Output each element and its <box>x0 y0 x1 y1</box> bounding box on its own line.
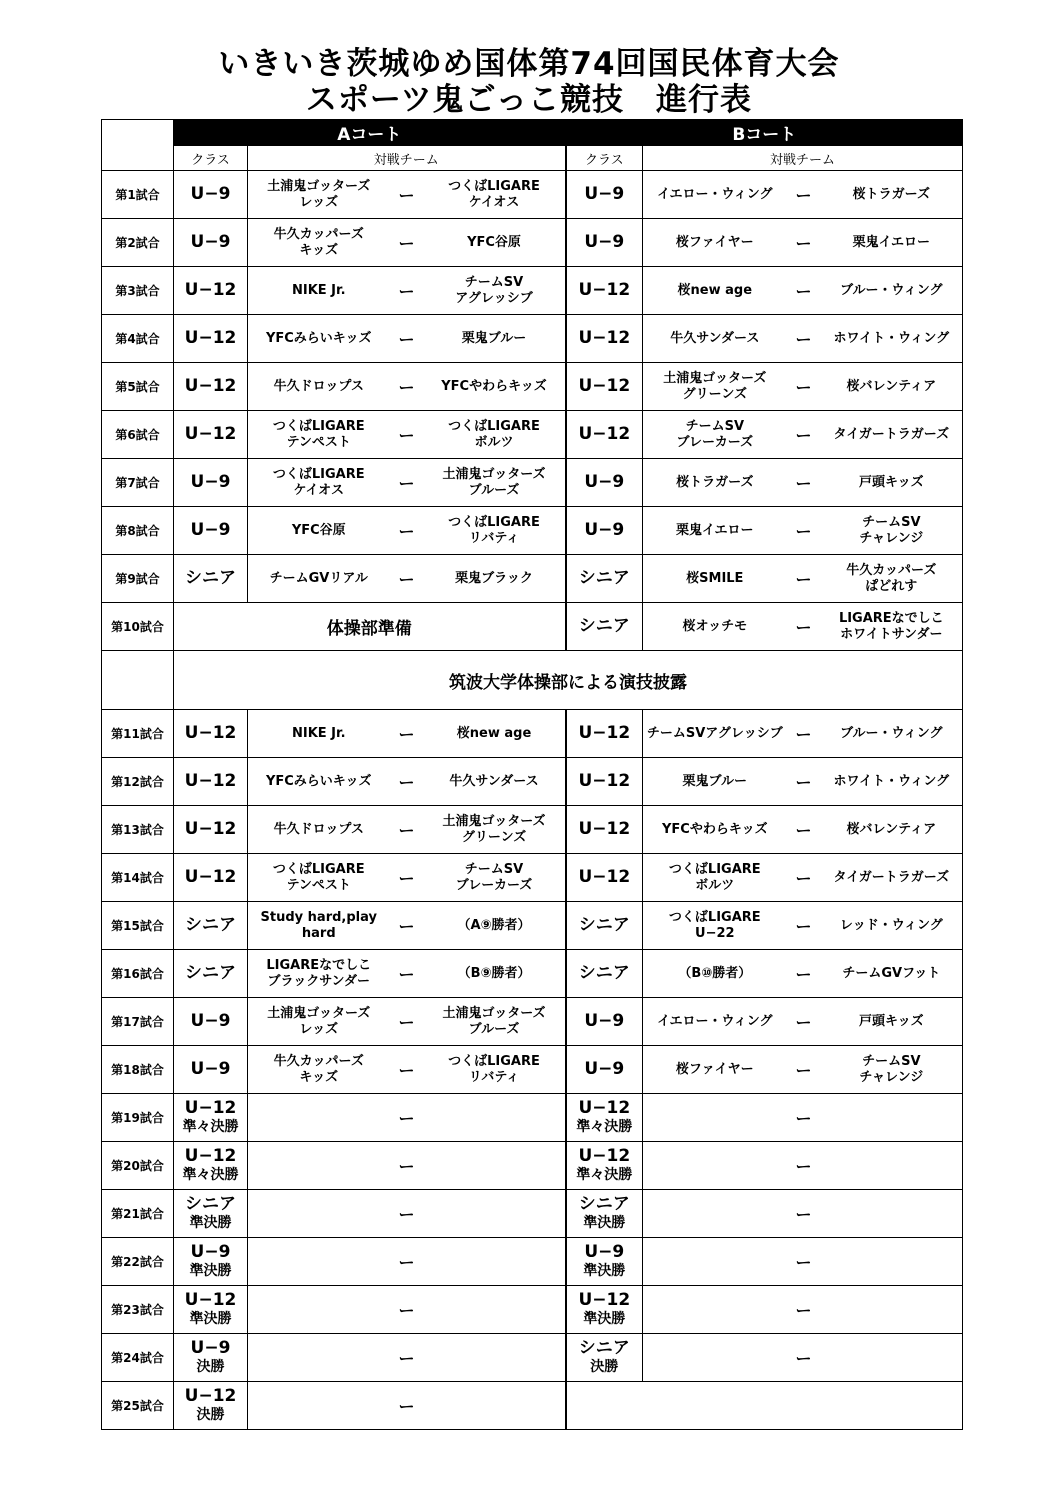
game-number: 第21試合 <box>102 1190 174 1238</box>
court-b-vs-dash: ー <box>787 1142 821 1190</box>
court-b-team-2: 桜トラガーズ <box>821 171 963 219</box>
court-b-team-1: つくばLIGARE U−22 <box>643 902 787 950</box>
court-b-vs-dash: ー <box>787 950 821 998</box>
court-a-team-2: YFC谷原 <box>424 219 566 267</box>
court-b-class-round: 準決勝 <box>583 1214 626 1231</box>
court-a-team-2: つくばLIGARE ボルツ <box>424 411 566 459</box>
court-a-team-2: 栗鬼ブラック <box>424 555 566 603</box>
court-b-vs-dash: ー <box>787 1334 821 1382</box>
court-b-team-1: チームSVアグレッシブ <box>643 710 787 758</box>
court-b-class <box>566 1334 643 1382</box>
court-b-team-2: 栗鬼イエロー <box>821 219 963 267</box>
court-a-class: U−12 <box>174 267 248 315</box>
court-a-class <box>174 1094 248 1142</box>
court-a-team-1: Study hard,play hard <box>248 902 390 950</box>
court-b-vs-dash: ー <box>787 555 821 603</box>
match-row <box>102 219 963 267</box>
game-number: 第14試合 <box>102 854 174 902</box>
court-a-class: U−9 <box>174 459 248 507</box>
court-a-class <box>174 1142 248 1190</box>
court-a-team-2 <box>424 1094 566 1142</box>
court-a-class-round: 準決勝 <box>189 1262 232 1279</box>
court-a-team-2 <box>424 1334 566 1382</box>
court-a-team-2 <box>424 1238 566 1286</box>
exhibition-row <box>102 651 963 710</box>
court-a-team-1: NIKE Jr. <box>248 710 390 758</box>
court-a-team-2 <box>424 1142 566 1190</box>
court-b-team-2: タイガートラガーズ <box>821 854 963 902</box>
court-b-team-1: イエロー・ウィング <box>643 998 787 1046</box>
match-row <box>102 603 963 651</box>
court-b-team-1: 桜ファイヤー <box>643 1046 787 1094</box>
court-a-class-level: U−9 <box>190 1241 231 1262</box>
court-b-class-level: U−12 <box>578 1145 631 1166</box>
court-b-class: U−9 <box>566 171 643 219</box>
court-b-team-1: チームSV ブレーカーズ <box>643 411 787 459</box>
court-a-class: U−12 <box>174 758 248 806</box>
court-b-vs-dash: ー <box>787 1190 821 1238</box>
final-row <box>102 1286 963 1334</box>
court-b-class: U−9 <box>566 219 643 267</box>
court-a-vs-dash: ー <box>390 363 424 411</box>
court-a-team-1: NIKE Jr. <box>248 267 390 315</box>
court-b-team-2 <box>821 1094 963 1142</box>
court-a-class-round: 準決勝 <box>189 1214 232 1231</box>
match-row <box>102 363 963 411</box>
schedule-table <box>101 119 963 1430</box>
court-b-team-2: 桜バレンティア <box>821 363 963 411</box>
match-row <box>102 1046 963 1094</box>
match-row <box>102 710 963 758</box>
court-b-team-2 <box>821 1238 963 1286</box>
match-row <box>102 171 963 219</box>
court-b-vs-dash: ー <box>787 854 821 902</box>
court-a-vs-dash: ー <box>390 1190 424 1238</box>
court-a-team-1: 牛久カッパーズ キッズ <box>248 1046 390 1094</box>
court-b-team-2 <box>821 1142 963 1190</box>
court-a-team-2: 桜new age <box>424 710 566 758</box>
court-a-team-2: チームSV ブレーカーズ <box>424 854 566 902</box>
court-b-team-2: LIGAREなでしこ ホワイトサンダー <box>821 603 963 651</box>
court-b-team-1: 土浦鬼ゴッターズ グリーンズ <box>643 363 787 411</box>
court-b-team-2 <box>821 1286 963 1334</box>
court-a-team-1 <box>248 1382 390 1430</box>
court-b-team-2: チームSV チャレンジ <box>821 1046 963 1094</box>
court-b-team-2: ホワイト・ウィング <box>821 758 963 806</box>
court-a-team-1: つくばLIGARE テンペスト <box>248 411 390 459</box>
final-row <box>102 1238 963 1286</box>
match-row <box>102 854 963 902</box>
court-b-class: U−12 <box>566 758 643 806</box>
court-b-vs-dash: ー <box>787 710 821 758</box>
court-b-class: U−9 <box>566 1046 643 1094</box>
court-b-team-2 <box>821 1190 963 1238</box>
court-a-vs-dash: ー <box>390 219 424 267</box>
court-a-class <box>174 1286 248 1334</box>
court-a-team-2 <box>424 1286 566 1334</box>
court-b-vs-dash: ー <box>787 758 821 806</box>
court-b-class-round: 準決勝 <box>583 1262 626 1279</box>
court-b-class: U−12 <box>566 267 643 315</box>
court-b-team-1: 桜トラガーズ <box>643 459 787 507</box>
court-a-vs-dash: ー <box>390 902 424 950</box>
court-a-team-2: （B⑨勝者） <box>424 950 566 998</box>
header-blank-cell <box>102 120 174 171</box>
game-number: 第20試合 <box>102 1142 174 1190</box>
court-a-class: U−9 <box>174 998 248 1046</box>
court-b-class: シニア <box>566 603 643 651</box>
match-row <box>102 902 963 950</box>
court-b-class: U−12 <box>566 854 643 902</box>
game-number: 第3試合 <box>102 267 174 315</box>
court-b-team-2: ブルー・ウィング <box>821 710 963 758</box>
match-row <box>102 806 963 854</box>
court-a-vs-dash: ー <box>390 710 424 758</box>
exhibition-blank-cell <box>102 651 174 710</box>
court-a-vs-dash: ー <box>390 854 424 902</box>
game-number: 第11試合 <box>102 710 174 758</box>
court-a-team-1 <box>248 1094 390 1142</box>
court-b-team-1: 桜ファイヤー <box>643 219 787 267</box>
court-a-team-1: 牛久ドロップス <box>248 363 390 411</box>
court-b-class: U−9 <box>566 507 643 555</box>
court-b-team-1: YFCやわらキッズ <box>643 806 787 854</box>
court-b-class: シニア <box>566 902 643 950</box>
court-a-team-1: つくばLIGARE ケイオス <box>248 459 390 507</box>
court-b-team-2 <box>821 1334 963 1382</box>
court-b-class-level: U−12 <box>578 1097 631 1118</box>
court-a-vs-dash: ー <box>390 758 424 806</box>
court-b-class <box>566 1142 643 1190</box>
game-number: 第6試合 <box>102 411 174 459</box>
match-row <box>102 411 963 459</box>
court-a-vs-dash: ー <box>390 1238 424 1286</box>
court-a-vs-dash: ー <box>390 507 424 555</box>
game-number: 第9試合 <box>102 555 174 603</box>
court-a-vs-dash: ー <box>390 171 424 219</box>
game-number: 第8試合 <box>102 507 174 555</box>
court-b-vs-dash: ー <box>787 411 821 459</box>
court-a-team-2: 牛久サンダース <box>424 758 566 806</box>
match-row <box>102 758 963 806</box>
exhibition-text: 筑波大学体操部による演技披露 <box>174 651 963 710</box>
game-number: 第17試合 <box>102 998 174 1046</box>
court-a-team-2: つくばLIGARE リバティ <box>424 1046 566 1094</box>
court-a-team-1: 牛久ドロップス <box>248 806 390 854</box>
court-a-team-2 <box>424 1190 566 1238</box>
court-a-vs-dash: ー <box>390 1094 424 1142</box>
court-a-class-level: U−12 <box>184 1289 237 1310</box>
court-a-class: U−9 <box>174 219 248 267</box>
final-row <box>102 1142 963 1190</box>
game-number: 第24試合 <box>102 1334 174 1382</box>
game-number: 第15試合 <box>102 902 174 950</box>
court-b-vs-dash: ー <box>787 1094 821 1142</box>
court-a-vs-dash: ー <box>390 267 424 315</box>
court-a-vs-dash: ー <box>390 1142 424 1190</box>
court-b-vs-dash: ー <box>787 219 821 267</box>
court-b-team-1 <box>643 1286 787 1334</box>
court-b-team-1: 桜new age <box>643 267 787 315</box>
game-number: 第2試合 <box>102 219 174 267</box>
court-b-class <box>566 1094 643 1142</box>
teams-header-a: 対戦チーム <box>248 146 566 171</box>
court-a-class-level: U−12 <box>184 1145 237 1166</box>
court-a-team-1: YFCみらいキッズ <box>248 758 390 806</box>
court-a-class: U−9 <box>174 1046 248 1094</box>
court-b-header: Bコート <box>566 120 963 146</box>
court-a-team-1: 牛久カッパーズ キッズ <box>248 219 390 267</box>
court-b-team-1: （B⑩勝者） <box>643 950 787 998</box>
game-number: 第7試合 <box>102 459 174 507</box>
court-a-class-round: 決勝 <box>196 1406 225 1423</box>
court-a-class-round: 準決勝 <box>189 1310 232 1327</box>
court-b-empty-cell <box>566 1382 963 1430</box>
court-a-vs-dash: ー <box>390 411 424 459</box>
court-a-team-1 <box>248 1334 390 1382</box>
court-a-class-level: U−12 <box>184 1097 237 1118</box>
match-row <box>102 950 963 998</box>
match-row <box>102 315 963 363</box>
court-a-class <box>174 1190 248 1238</box>
court-a-team-1 <box>248 1238 390 1286</box>
court-a-team-1 <box>248 1286 390 1334</box>
game-number: 第18試合 <box>102 1046 174 1094</box>
court-a-vs-dash: ー <box>390 1334 424 1382</box>
game-number: 第4試合 <box>102 315 174 363</box>
court-b-class: U−12 <box>566 411 643 459</box>
court-b-team-2: レッド・ウィング <box>821 902 963 950</box>
court-a-class: U−9 <box>174 507 248 555</box>
court-a-class: U−12 <box>174 854 248 902</box>
court-b-vs-dash: ー <box>787 315 821 363</box>
court-a-vs-dash: ー <box>390 315 424 363</box>
court-b-team-2: ホワイト・ウィング <box>821 315 963 363</box>
court-a-team-2: つくばLIGARE リバティ <box>424 507 566 555</box>
court-a-team-1: 土浦鬼ゴッターズ レッズ <box>248 171 390 219</box>
court-a-team-1: つくばLIGARE テンペスト <box>248 854 390 902</box>
header-row-courts <box>102 120 963 146</box>
court-b-class-level: シニア <box>578 1193 630 1214</box>
court-b-vs-dash: ー <box>787 603 821 651</box>
court-b-class-level: U−9 <box>584 1241 625 1262</box>
court-b-team-2: 牛久カッパーズ ぱどれす <box>821 555 963 603</box>
final-row <box>102 1094 963 1142</box>
court-b-class: U−9 <box>566 459 643 507</box>
court-a-vs-dash: ー <box>390 1382 424 1430</box>
court-a-class <box>174 1382 248 1430</box>
teams-header-b: 対戦チーム <box>643 146 963 171</box>
court-a-team-2: 栗鬼ブルー <box>424 315 566 363</box>
court-a-team-2: 土浦鬼ゴッターズ ブルーズ <box>424 459 566 507</box>
game-number: 第22試合 <box>102 1238 174 1286</box>
court-b-team-2: チームGVフット <box>821 950 963 998</box>
court-a-team-2 <box>424 1382 566 1430</box>
court-b-class-round: 準々決勝 <box>576 1166 633 1183</box>
court-a-team-2: （A⑨勝者） <box>424 902 566 950</box>
court-b-vs-dash: ー <box>787 267 821 315</box>
court-b-class-level: U−12 <box>578 1289 631 1310</box>
game-number: 第13試合 <box>102 806 174 854</box>
court-b-vs-dash: ー <box>787 902 821 950</box>
class-header-b: クラス <box>566 146 643 171</box>
court-b-vs-dash: ー <box>787 507 821 555</box>
match-row <box>102 555 963 603</box>
final-row <box>102 1334 963 1382</box>
court-a-class-level: U−12 <box>184 1385 237 1406</box>
court-b-class: U−12 <box>566 315 643 363</box>
court-a-class: シニア <box>174 950 248 998</box>
court-a-team-1: YFCみらいキッズ <box>248 315 390 363</box>
court-b-team-1 <box>643 1142 787 1190</box>
court-a-class: U−12 <box>174 710 248 758</box>
court-a-class-round: 準々決勝 <box>182 1166 239 1183</box>
court-a-class <box>174 1238 248 1286</box>
court-b-class: シニア <box>566 555 643 603</box>
court-b-team-1 <box>643 1238 787 1286</box>
court-b-team-1: 桜SMILE <box>643 555 787 603</box>
match-row <box>102 459 963 507</box>
court-a-team-1: 土浦鬼ゴッターズ レッズ <box>248 998 390 1046</box>
court-b-team-2: 戸頭キッズ <box>821 459 963 507</box>
court-b-team-1: つくばLIGARE ボルツ <box>643 854 787 902</box>
court-b-team-1 <box>643 1190 787 1238</box>
court-a-team-2: つくばLIGARE ケイオス <box>424 171 566 219</box>
court-b-team-1: イエロー・ウィング <box>643 171 787 219</box>
page-title: いきいき茨城ゆめ国体第74回国民体育大会 <box>218 46 840 82</box>
court-a-class-round: 準々決勝 <box>182 1118 239 1135</box>
game-number: 第25試合 <box>102 1382 174 1430</box>
court-b-team-2: 戸頭キッズ <box>821 998 963 1046</box>
match-row <box>102 998 963 1046</box>
game-number: 第12試合 <box>102 758 174 806</box>
court-b-team-2: チームSV チャレンジ <box>821 507 963 555</box>
court-b-class-level: シニア <box>578 1337 630 1358</box>
court-a-class-level: U−9 <box>190 1337 231 1358</box>
court-a-team-1: YFC谷原 <box>248 507 390 555</box>
court-b-vs-dash: ー <box>787 459 821 507</box>
court-b-class: シニア <box>566 950 643 998</box>
court-a-team-2: YFCやわらキッズ <box>424 363 566 411</box>
court-b-team-2: タイガートラガーズ <box>821 411 963 459</box>
court-a-team-2: 土浦鬼ゴッターズ グリーンズ <box>424 806 566 854</box>
court-a-vs-dash: ー <box>390 950 424 998</box>
court-a-class: U−9 <box>174 171 248 219</box>
court-b-team-2: ブルー・ウィング <box>821 267 963 315</box>
class-header-a: クラス <box>174 146 248 171</box>
court-b-class <box>566 1190 643 1238</box>
court-a-class-level: シニア <box>185 1193 236 1214</box>
court-b-class-round: 準決勝 <box>583 1310 626 1327</box>
court-b-class-round: 決勝 <box>590 1358 619 1375</box>
header-row-columns <box>102 146 963 171</box>
court-a-class: U−12 <box>174 363 248 411</box>
court-a-vs-dash: ー <box>390 1286 424 1334</box>
court-b-vs-dash: ー <box>787 1286 821 1334</box>
court-a-team-1 <box>248 1190 390 1238</box>
court-a-team-1: チームGVリアル <box>248 555 390 603</box>
court-a-team-2: 土浦鬼ゴッターズ ブルーズ <box>424 998 566 1046</box>
page-subtitle: スポーツ鬼ごっこ競技 進行表 <box>305 82 753 118</box>
game-number: 第5試合 <box>102 363 174 411</box>
court-b-team-1: 牛久サンダース <box>643 315 787 363</box>
court-b-class: U−12 <box>566 363 643 411</box>
final-row <box>102 1382 963 1430</box>
game-number: 第19試合 <box>102 1094 174 1142</box>
court-b-team-1: 栗鬼イエロー <box>643 507 787 555</box>
court-b-vs-dash: ー <box>787 363 821 411</box>
court-b-class: U−12 <box>566 806 643 854</box>
court-b-team-1 <box>643 1334 787 1382</box>
court-a-class: シニア <box>174 555 248 603</box>
court-a-team-1: LIGAREなでしこ ブラックサンダー <box>248 950 390 998</box>
court-a-header: Aコート <box>174 120 566 146</box>
court-a-team-2: チームSV アグレッシブ <box>424 267 566 315</box>
court-a-vs-dash: ー <box>390 998 424 1046</box>
court-a-notice: 体操部準備 <box>174 603 566 651</box>
court-b-team-1: 桜オッチモ <box>643 603 787 651</box>
game-number: 第16試合 <box>102 950 174 998</box>
court-b-vs-dash: ー <box>787 1046 821 1094</box>
court-a-class: U−12 <box>174 806 248 854</box>
game-number: 第23試合 <box>102 1286 174 1334</box>
game-number: 第1試合 <box>102 171 174 219</box>
court-a-class <box>174 1334 248 1382</box>
court-a-class: シニア <box>174 902 248 950</box>
match-row <box>102 507 963 555</box>
match-row <box>102 267 963 315</box>
court-a-class-round: 決勝 <box>196 1358 225 1375</box>
court-b-class <box>566 1286 643 1334</box>
court-b-class-round: 準々決勝 <box>576 1118 633 1135</box>
court-b-class: U−12 <box>566 710 643 758</box>
court-b-vs-dash: ー <box>787 998 821 1046</box>
final-row <box>102 1190 963 1238</box>
court-b-team-1: 栗鬼ブルー <box>643 758 787 806</box>
court-b-vs-dash: ー <box>787 1238 821 1286</box>
court-b-team-1 <box>643 1094 787 1142</box>
court-a-vs-dash: ー <box>390 1046 424 1094</box>
court-a-vs-dash: ー <box>390 555 424 603</box>
court-b-vs-dash: ー <box>787 171 821 219</box>
game-number: 第10試合 <box>102 603 174 651</box>
court-a-class: U−12 <box>174 411 248 459</box>
court-a-class: U−12 <box>174 315 248 363</box>
court-b-class: U−9 <box>566 998 643 1046</box>
court-b-team-2: 桜バレンティア <box>821 806 963 854</box>
court-a-vs-dash: ー <box>390 806 424 854</box>
court-b-vs-dash: ー <box>787 806 821 854</box>
court-a-team-1 <box>248 1142 390 1190</box>
court-b-class <box>566 1238 643 1286</box>
court-a-vs-dash: ー <box>390 459 424 507</box>
